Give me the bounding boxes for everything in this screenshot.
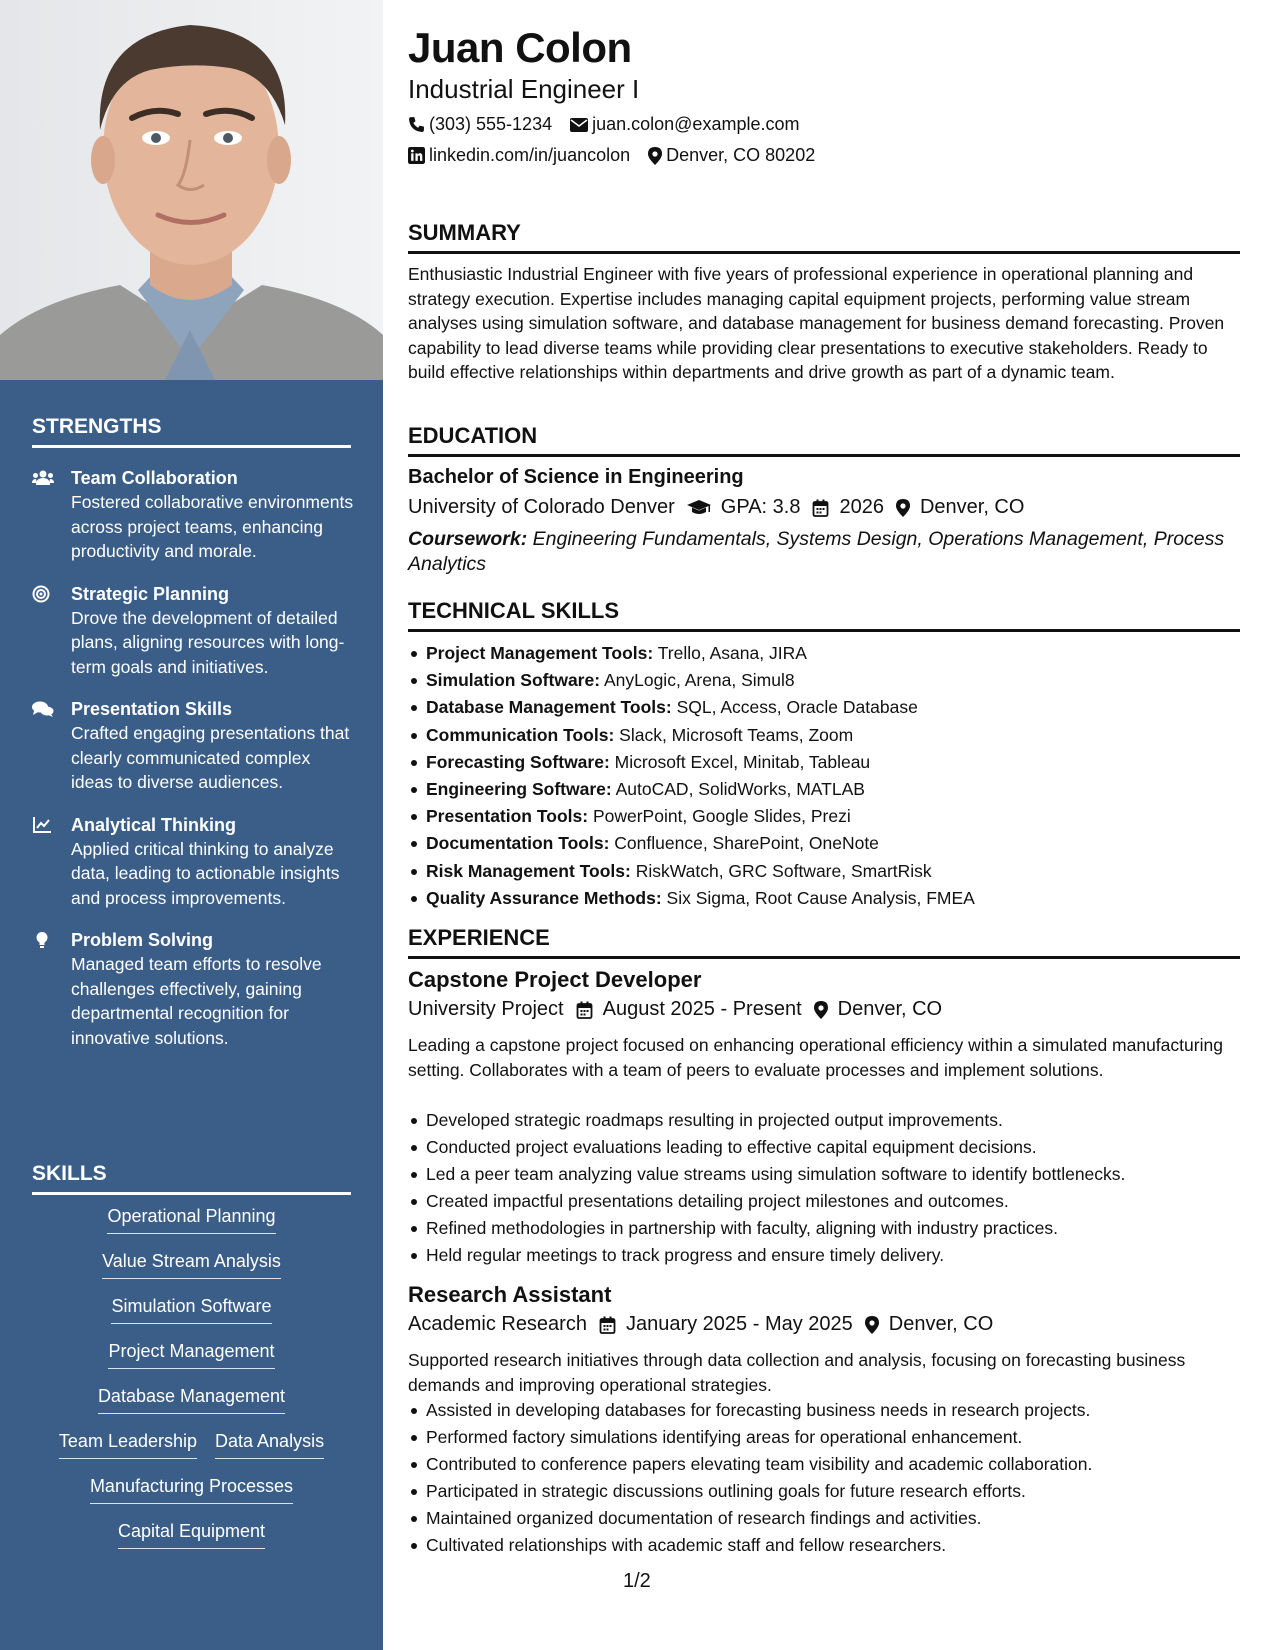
skill-label: Communication Tools: (426, 724, 615, 745)
coursework-label: Coursework: (408, 528, 528, 550)
contact-row-1 (408, 114, 817, 135)
skill-tag: Capital Equipment (118, 1519, 265, 1549)
strengths-heading: STRENGTHS (32, 415, 351, 448)
page-number: 1/2 (623, 1570, 651, 1592)
list-item: Created impactful presentations detailing project milestones and outcomes. (426, 1188, 1240, 1215)
strength-desc: Crafted engaging presentations that clearly communicated complex ideas to diverse audiences. (71, 723, 350, 792)
location-text: Denver, CO (888, 1313, 994, 1335)
strength-item (32, 466, 354, 564)
candidate-role: Industrial Engineer I (408, 74, 640, 104)
skill-label: Presentation Tools: (426, 806, 589, 827)
strength-title: Team Collaboration (71, 468, 238, 488)
list-item (426, 803, 1226, 830)
list-item (426, 776, 1226, 803)
job-org (408, 1313, 587, 1336)
skill-value: Slack, Microsoft Teams, Zoom (619, 724, 854, 745)
candidate-name: Juan Colon (408, 24, 632, 71)
dates-text: August 2025 - Present (602, 998, 802, 1020)
education-location (896, 496, 1024, 519)
skill-tag: Simulation Software (111, 1294, 271, 1324)
list-item: Developed strategic roadmaps resulting in projected output improvements. (426, 1107, 1240, 1134)
org-text: University Project (408, 998, 564, 1020)
job-meta (408, 1313, 1005, 1336)
list-item: Conducted project evaluations leading to effective capital equipment decisions. (426, 1134, 1240, 1161)
skill-label: Forecasting Software: (426, 751, 610, 772)
location-text: Denver, CO 80202 (666, 145, 816, 165)
graduation-cap-icon (687, 499, 711, 517)
technical-skills-heading: TECHNICAL SKILLS (408, 598, 1240, 632)
list-item: Participated in strategic discussions outlining goals for future research efforts. (426, 1478, 1240, 1505)
list-item (426, 858, 1226, 885)
skill-label: Simulation Software: (426, 670, 601, 691)
comments-icon (32, 700, 54, 718)
list-item: Held regular meetings to track progress and ensure timely delivery. (426, 1242, 1240, 1269)
strength-desc: Applied critical thinking to analyze data, leading to actionable insights and process improvements. (71, 838, 340, 908)
education-meta (408, 496, 1036, 519)
job-dates (599, 1313, 853, 1336)
users-icon (32, 469, 54, 487)
phone-icon (408, 116, 425, 133)
list-item: Maintained organized documentation of research findings and activities. (426, 1505, 1240, 1532)
dates-text: January 2025 - May 2025 (625, 1313, 853, 1335)
skill-label: Risk Management Tools: (426, 860, 631, 881)
list-item (426, 830, 1226, 857)
job-location (814, 998, 942, 1021)
profile-photo (0, 0, 383, 380)
year-text: 2026 (839, 496, 884, 518)
list-item (426, 749, 1226, 776)
skill-tag: Project Management (108, 1339, 274, 1369)
contact-row-2 (408, 145, 833, 166)
strength-item (32, 813, 354, 911)
graduation-year (812, 496, 884, 519)
target-icon (32, 585, 54, 603)
email-contact[interactable] (570, 114, 799, 135)
map-marker-icon (648, 147, 662, 165)
list-item: Led a peer team analyzing value streams using simulation software to identify bottlenecks. (426, 1161, 1240, 1188)
chart-line-icon (32, 816, 54, 834)
skill-tag: Team Leadership (59, 1429, 197, 1459)
summary-heading: SUMMARY (408, 220, 1240, 254)
map-marker-icon (896, 499, 910, 517)
skill-label: Engineering Software: (426, 779, 612, 800)
list-item (426, 667, 1226, 694)
job-description: Supported research initiatives through data collection and analysis, focusing on forecasting business demands and improving operational strategies. (408, 1350, 1186, 1395)
degree: Bachelor of Science in Engineering (408, 466, 744, 488)
coursework-text: Engineering Fundamentals, Systems Design, Operations Management, Process Analytics (408, 528, 1225, 575)
job-title: Research Assistant (408, 1282, 612, 1307)
phone-text: (303) 555-1234 (429, 114, 553, 134)
skills-heading: SKILLS (32, 1162, 351, 1195)
list-item: Contributed to conference papers elevating team visibility and academic collaboration. (426, 1451, 1240, 1478)
experience-heading: EXPERIENCE (408, 925, 1240, 959)
strength-item (32, 928, 354, 1050)
org-text: Academic Research (408, 1313, 587, 1335)
email-text[interactable]: juan.colon@example.com (592, 114, 800, 134)
location-text: Denver, CO (837, 998, 943, 1020)
job-description: Leading a capstone project focused on enhancing operational efficiency within a simulated manufacturing setting. Collaborates with a team of peers to evaluate processes and implement solutions. (408, 1035, 1223, 1080)
job-title: Capstone Project Developer (408, 967, 702, 992)
location-text: Denver, CO (919, 496, 1025, 518)
skill-tag: Manufacturing Processes (90, 1474, 293, 1504)
strengths-list (32, 466, 354, 1068)
school-name: University of Colorado Denver (408, 496, 675, 518)
list-item: Performed factory simulations identifying areas for operational enhancement. (426, 1424, 1240, 1451)
skill-value: RiskWatch, GRC Software, SmartRisk (635, 860, 932, 881)
strength-item (32, 697, 354, 795)
list-item (426, 885, 1226, 912)
skill-label: Project Management Tools: (426, 643, 654, 663)
job-org (408, 998, 564, 1021)
strength-title: Strategic Planning (71, 583, 230, 604)
skill-tag: Data Analysis (215, 1429, 324, 1459)
gpa-text: GPA: 3.8 (720, 496, 801, 518)
skill-label: Quality Assurance Methods: (426, 887, 662, 908)
list-item (426, 694, 1226, 721)
skill-value: PowerPoint, Google Slides, Prezi (592, 806, 851, 827)
skill-tag: Value Stream Analysis (102, 1249, 281, 1279)
skill-tag: Operational Planning (107, 1204, 275, 1234)
skill-value: Six Sigma, Root Cause Analysis, FMEA (666, 887, 975, 908)
strength-desc: Fostered collaborative environments across project teams, enhancing productivity and morale. (71, 492, 354, 561)
coursework (408, 527, 1240, 576)
technical-skills-list (426, 640, 1226, 912)
skill-value: Trello, Asana, JIRA (657, 643, 807, 663)
strength-desc: Drove the development of detailed plans, aligning resources with long-term goals and initiatives. (71, 607, 345, 677)
strength-title: Presentation Skills (71, 699, 233, 719)
job-dates (576, 998, 802, 1021)
skill-value: Microsoft Excel, Minitab, Tableau (614, 751, 871, 772)
school (408, 496, 675, 519)
list-item (426, 722, 1226, 749)
gpa (687, 496, 801, 519)
lightbulb-icon (32, 931, 54, 949)
phone-contact (408, 114, 552, 135)
skill-tag: Database Management (98, 1384, 285, 1414)
location-contact (648, 145, 815, 166)
skills-list (32, 1204, 351, 1564)
strength-desc: Managed team efforts to resolve challenges effectively, gaining departmental recognition for innovative solutions. (71, 954, 322, 1048)
job-bullets (426, 1107, 1240, 1269)
skill-value: Confluence, SharePoint, OneNote (614, 833, 879, 854)
job-location (865, 1313, 993, 1336)
job-meta (408, 998, 954, 1021)
strength-item (32, 582, 354, 680)
linkedin-icon (408, 147, 425, 164)
map-marker-icon (865, 1316, 879, 1334)
calendar-icon (599, 1316, 616, 1334)
list-item: Cultivated relationships with academic staff and fellow researchers. (426, 1532, 1240, 1559)
skill-value: AnyLogic, Arena, Simul8 (603, 670, 795, 691)
map-marker-icon (814, 1001, 828, 1019)
job-bullets (426, 1397, 1240, 1559)
summary-text: Enthusiastic Industrial Engineer with five years of professional experience in operational planning and strategy execution. Expertise includes managing capital equipment projects, performing value stream analyses using simulation software, and database management for business demand forecasting. Proven capability to lead diverse teams while providing clear presentations to executive stakeholders. Ready to build effective relationships within departments and drive growth as part of a dynamic team. (408, 264, 1225, 382)
strength-title: Problem Solving (71, 930, 214, 950)
skill-label: Database Management Tools: (426, 697, 672, 718)
calendar-icon (812, 499, 829, 517)
strength-title: Analytical Thinking (71, 814, 237, 835)
calendar-icon (576, 1001, 593, 1019)
skill-value: AutoCAD, SolidWorks, MATLAB (615, 779, 865, 800)
skill-value: SQL, Access, Oracle Database (676, 697, 918, 718)
education-heading: EDUCATION (408, 423, 1240, 457)
envelope-icon (570, 118, 588, 132)
sidebar (0, 0, 383, 1650)
linkedin-text[interactable]: linkedin.com/in/juancolon (429, 145, 631, 165)
list-item: Refined methodologies in partnership with faculty, aligning with industry practices. (426, 1215, 1240, 1242)
linkedin-contact[interactable] (408, 145, 630, 166)
skill-label: Documentation Tools: (426, 833, 610, 854)
list-item (426, 640, 1226, 667)
list-item: Assisted in developing databases for forecasting business needs in research projects. (426, 1397, 1240, 1424)
